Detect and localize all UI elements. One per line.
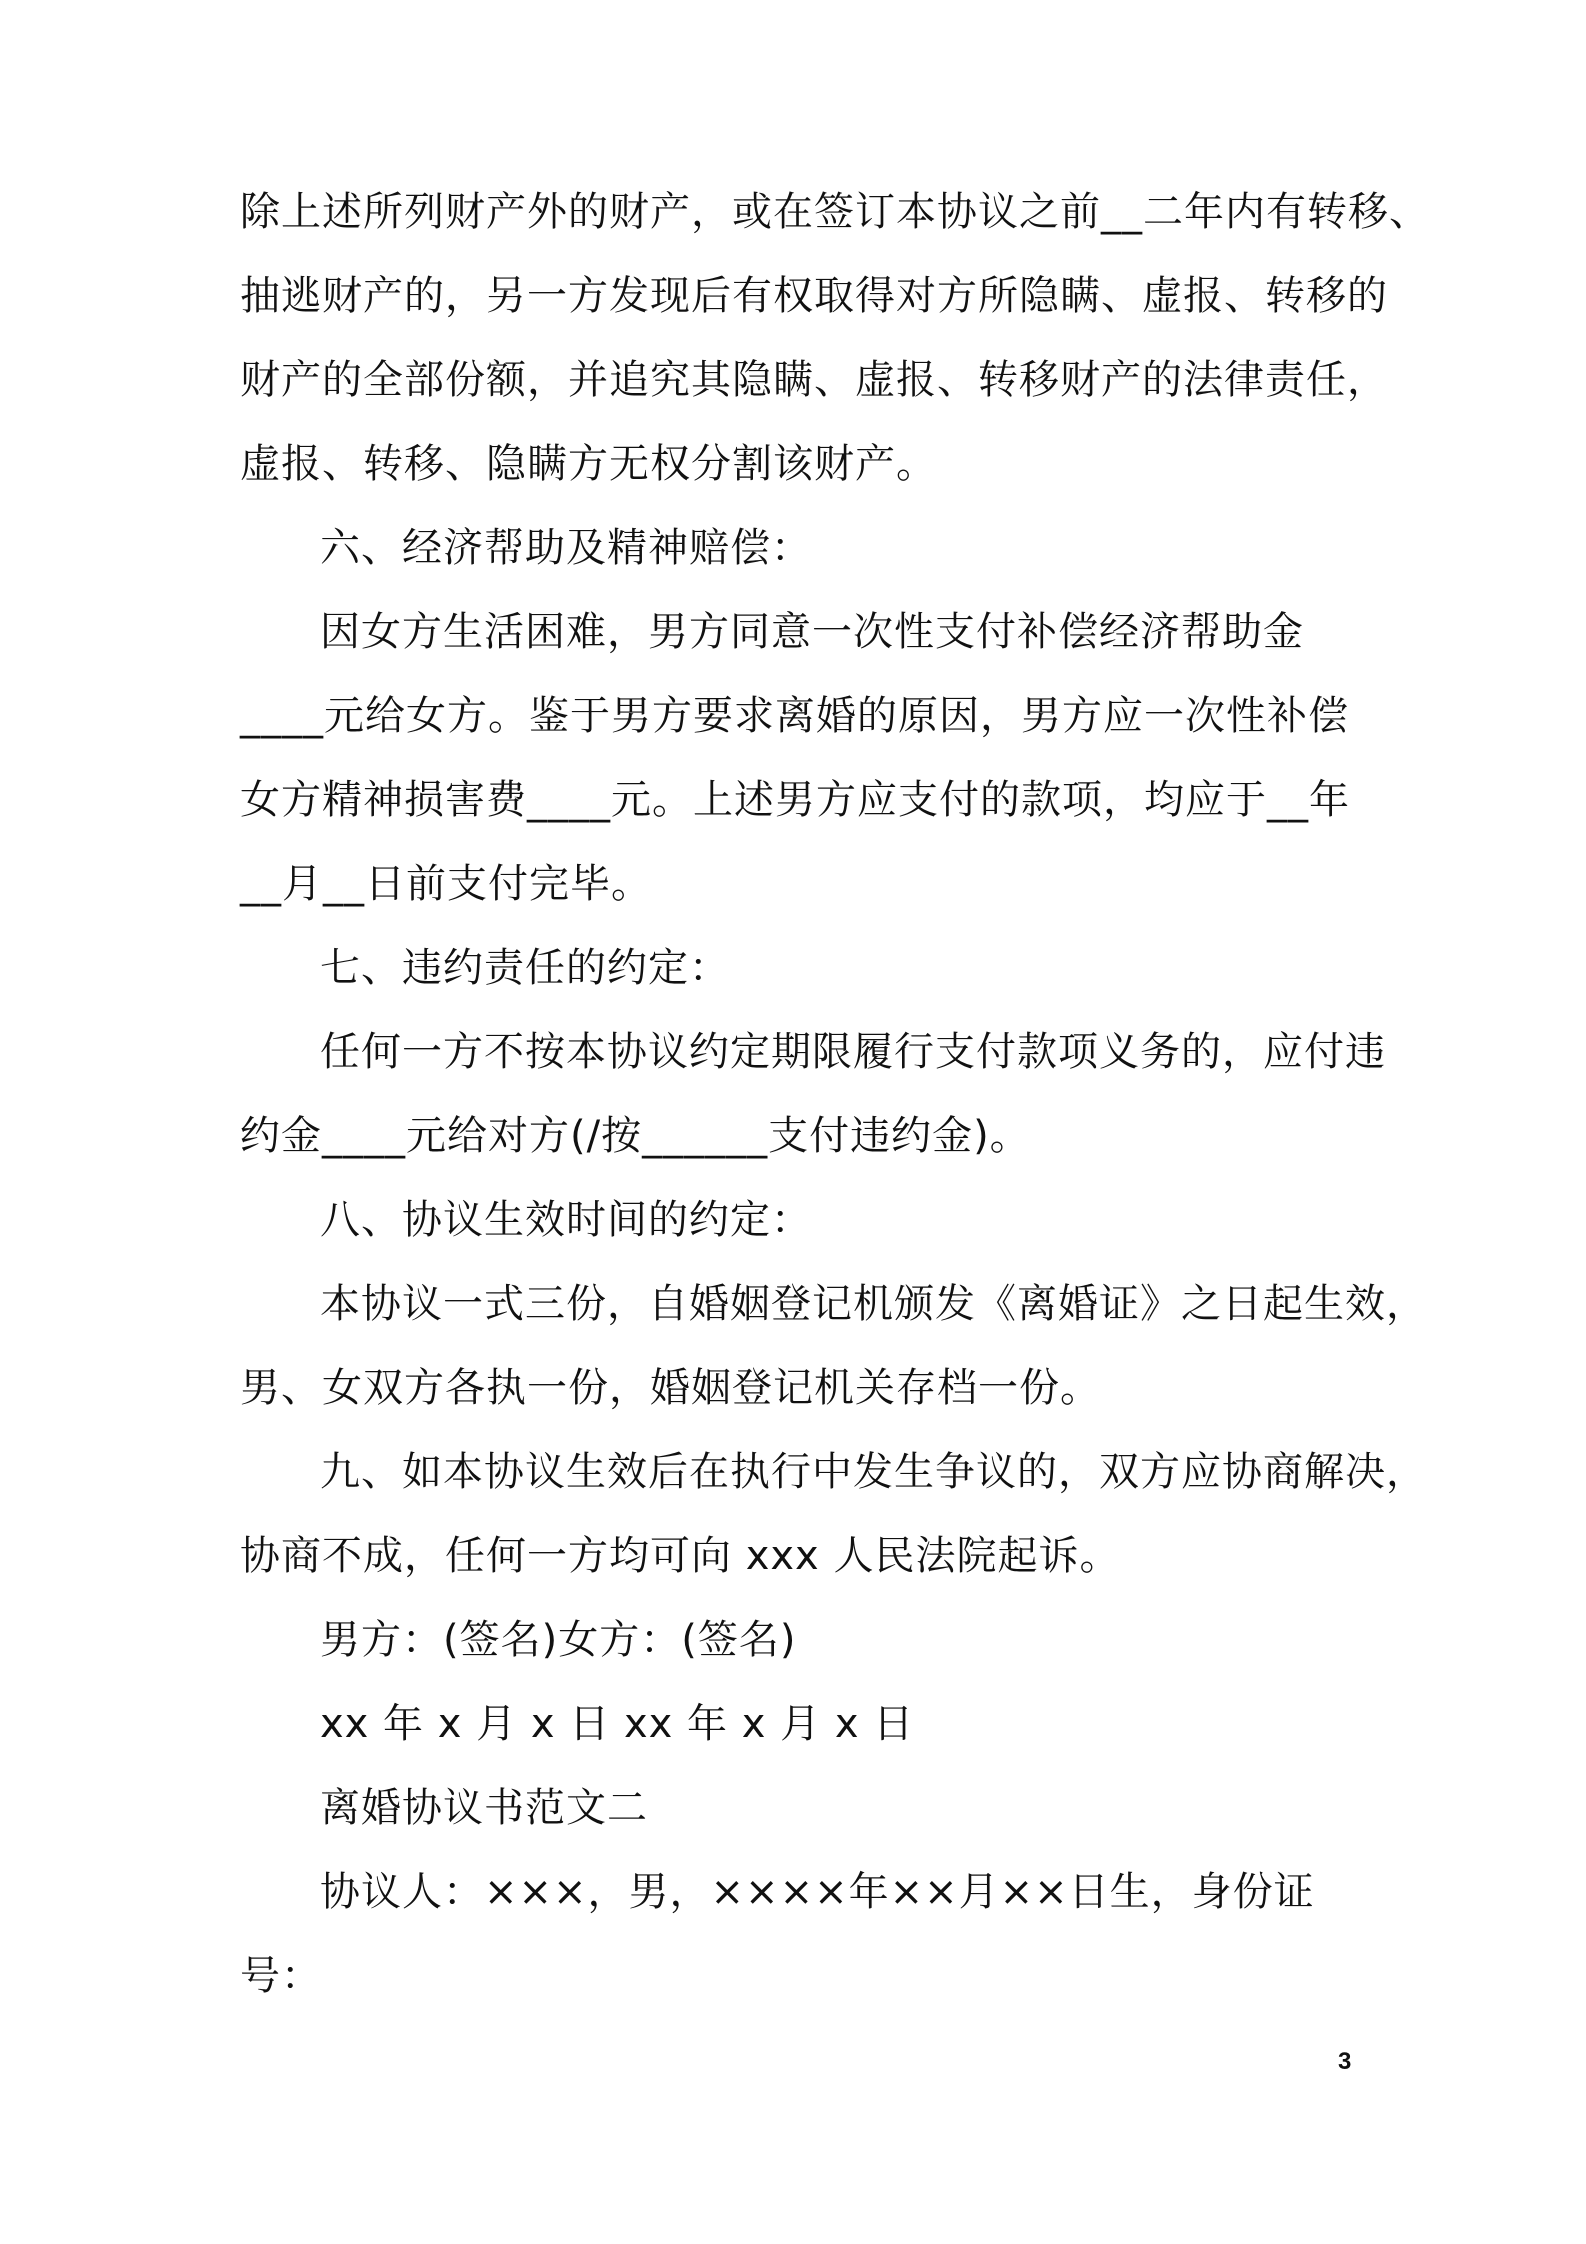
page-number: 3 (1338, 2048, 1352, 2075)
text-line: 约金____元给对方(/按______支付违约金)。 (240, 1113, 1031, 1159)
text-line: 任何一方不按本协议约定期限履行支付款项义务的，应付违 (320, 1029, 1386, 1075)
text-line: 女方精神损害费____元。上述男方应支付的款项，均应于__年 (240, 777, 1350, 823)
text-line: 九、如本协议生效后在执行中发生争议的，双方应协商解决， (320, 1449, 1427, 1495)
document-subtitle: 离婚协议书范文二 (320, 1785, 648, 1831)
text-line: 本协议一式三份，自婚姻登记机颁发《离婚证》之日起生效， (320, 1281, 1427, 1327)
text-line: ____元给女方。鉴于男方要求离婚的原因，男方应一次性补偿 (240, 693, 1349, 739)
text-line: 财产的全部份额，并追究其隐瞒、虚报、转移财产的法律责任， (240, 357, 1388, 403)
text-line: 协议人：×××，男，××××年××月××日生，身份证 (320, 1869, 1315, 1915)
text-line: 除上述所列财产外的财产，或在签订本协议之前__二年内有转移、 (240, 189, 1430, 235)
text-line: 男、女双方各执一份，婚姻登记机关存档一份。 (240, 1365, 1101, 1411)
section-heading: 七、违约责任的约定： (320, 945, 730, 991)
text-line: 虚报、转移、隐瞒方无权分割该财产。 (240, 441, 937, 487)
date-line: xx 年 x 月 x 日 xx 年 x 月 x 日 (320, 1701, 915, 1747)
section-heading: 八、协议生效时间的约定： (320, 1197, 812, 1243)
text-line: 协商不成，任何一方均可向 xxx 人民法院起诉。 (240, 1533, 1121, 1579)
signature-line: 男方：(签名)女方：(签名) (320, 1617, 797, 1663)
text-line: 号： (240, 1953, 322, 1999)
section-heading: 六、经济帮助及精神赔偿： (320, 525, 812, 571)
text-line: __月__日前支付完毕。 (240, 861, 652, 907)
text-line: 抽逃财产的，另一方发现后有权取得对方所隐瞒、虚报、转移的 (240, 273, 1388, 319)
text-line: 因女方生活困难，男方同意一次性支付补偿经济帮助金 (320, 609, 1304, 655)
